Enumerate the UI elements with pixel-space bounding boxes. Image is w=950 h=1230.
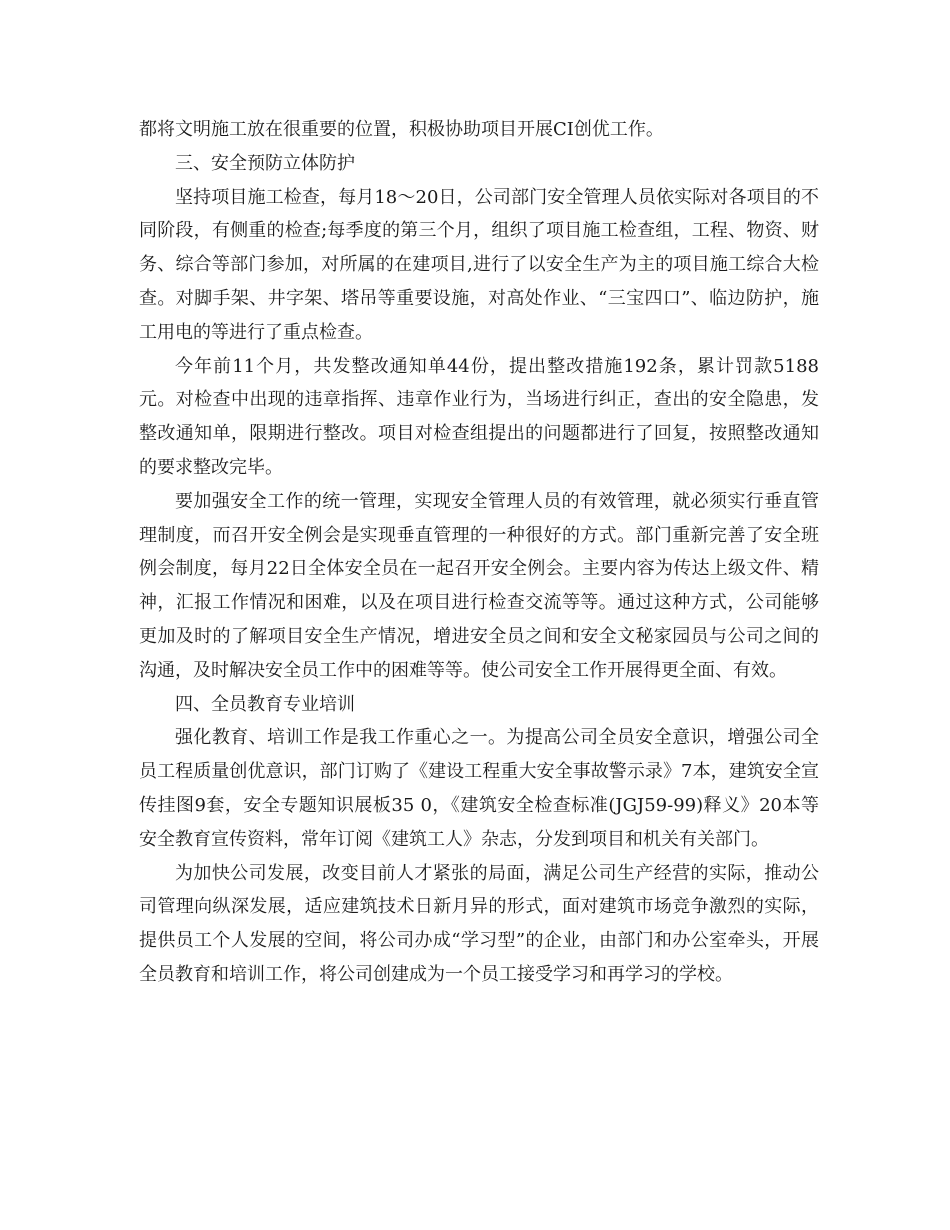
paragraph-rectification-notices: 今年前11个月，共发整改通知单44份，提出整改措施192条，累计罚款5188元。对检查中出现的违章指挥、违章作业行为，当场进行纠正，查出的安全隐患，发整改通知单，限期进行整改。项目对检查组提出的问题都进行了回复，按照整改通知的要求整改完毕。 [139, 355, 819, 478]
section-heading-safety-prevention: 三、安全预防立体防护 [175, 152, 355, 174]
paragraph-project-inspection: 坚持项目施工检查，每月18～20日，公司部门安全管理人员依实际对各项目的不同阶段，有侧重的检查;每季度的第三个月，组织了项目施工检查组，工程、物资、财务、综合等部门参加，对所属的在建项目,进行了以安全生产为主的项目施工综合大检查。对脚手架、井字架、塔吊等重要设施，对高处作业、“三宝四口”、临边防护，施工用电的等进行了重点检查。 [139, 186, 819, 343]
paragraph-learning-organization: 为加快公司发展，改变目前人才紧张的局面，满足公司生产经营的实际，推动公司管理向纵深发展，适应建筑技术日新月异的形式，面对建筑市场竞争激烈的实际，提供员工个人发展的空间，将公司办成“学习型”的企业，由部门和办公室牵头，开展全员教育和培训工作，将公司创建成为一个员工接受学习和再学习的学校。 [139, 862, 819, 985]
document-body [139, 113, 819, 992]
section-heading-staff-training: 四、全员教育专业培训 [175, 693, 355, 715]
paragraph-education-materials: 强化教育、培训工作是我工作重心之一。为提高公司全员安全意识，增强公司全员工程质量创优意识，部门订购了《建设工程重大安全事故警示录》7本，建筑安全宣传挂图9套，安全专题知识展板35 0，《建筑安全检查标准(JGJ59-99)释义》20本等安全教育宣传资料，常年订阅《建筑工人》杂志，分发到项目和机关有关部门。 [139, 727, 819, 850]
paragraph-intro-continuation: 都将文明施工放在很重要的位置，积极协助项目开展CI创优工作。 [139, 119, 664, 140]
paragraph-safety-meetings: 要加强安全工作的统一管理，实现安全管理人员的有效管理，就必须实行垂直管理制度，而召开安全例会是实现垂直管理的一种很好的方式。部门重新完善了安全班例会制度，每月22日全体安全员在一起召开安全例会。主要内容为传达上级文件、精神，汇报工作情况和困难，以及在项目进行检查交流等等。通过这种方式，公司能够更加及时的了解项目安全生产情况，增进安全员之间和安全文秘家园员与公司之间的沟通，及时解决安全员工作中的困难等等。使公司安全工作开展得更全面、有效。 [139, 490, 819, 681]
